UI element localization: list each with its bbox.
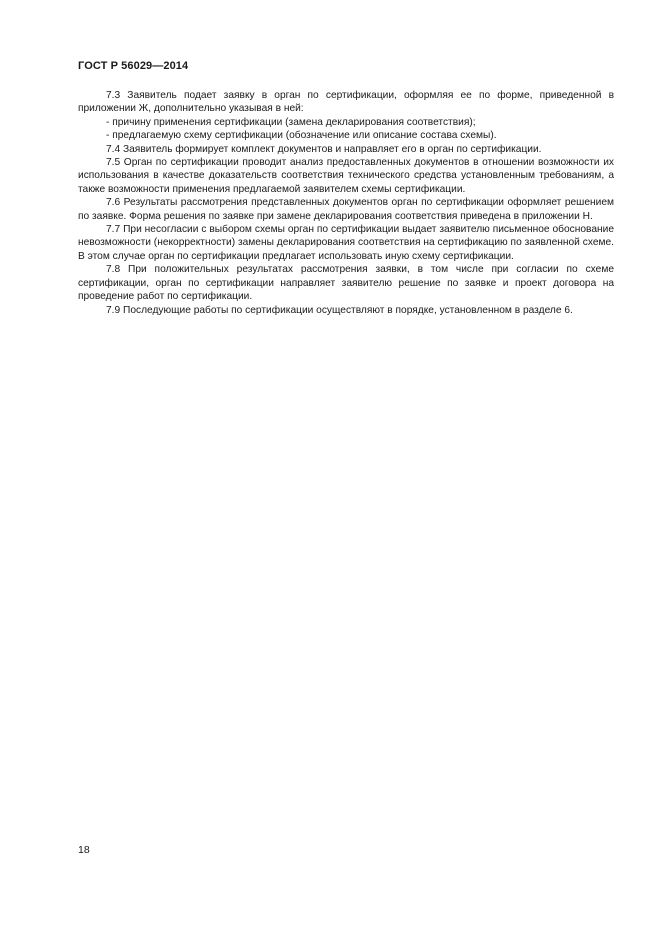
paragraph-7-3: 7.3 Заявитель подает заявку в орган по сертификации, оформляя ее по форме, приведенной в приложении Ж, дополнительно указывая в ней:	[78, 90, 614, 115]
paragraph-7-7: 7.7 При несогласии с выбором схемы орган по сертификации выдает заявителю письменное обоснование невозможности (некорректности) замены декларирования соответствия на сертификацию по заявленной схеме. В этом случае орган по сертификации предлагает использовать иную схему сертификации.	[78, 224, 614, 262]
list-item-scheme: - предлагаемую схему сертификации (обозначение или описание состава схемы).	[106, 130, 497, 142]
document-standard-code: ГОСТ Р 56029—2014	[78, 60, 189, 72]
paragraph-7-8: 7.8 При положительных результатах рассмотрения заявки, в том числе при согласии по схеме сертификации, орган по сертификации направляет заявителю решение по заявке и проект договора на проведение работ по сертификации.	[78, 264, 614, 303]
paragraph-7-6: 7.6 Результаты рассмотрения представленных документов орган по сертификации оформляет решением по заявке. Форма решения по заявке при замене декларирования соответствия приведена в приложении Н.	[78, 197, 614, 222]
paragraph-7-4: 7.4 Заявитель формирует комплект документов и направляет его в орган по сертификации.	[106, 143, 542, 155]
list-item-reason: - причину применения сертификации (замена декларирования соответствия);	[106, 116, 476, 128]
paragraph-7-9: 7.9 Последующие работы по сертификации осуществляют в порядке, установленном в разделе 6.	[106, 304, 573, 316]
paragraph-7-5: 7.5 Орган по сертификации проводит анализ предоставленных документов в отношении возможности их использования в качестве доказательств соответствия технического средства установленным требованиям, а также возможности применения предлагаемой заявителем схемы сертификации.	[78, 157, 614, 195]
page-number: 18	[78, 844, 90, 856]
document-body	[78, 89, 614, 317]
